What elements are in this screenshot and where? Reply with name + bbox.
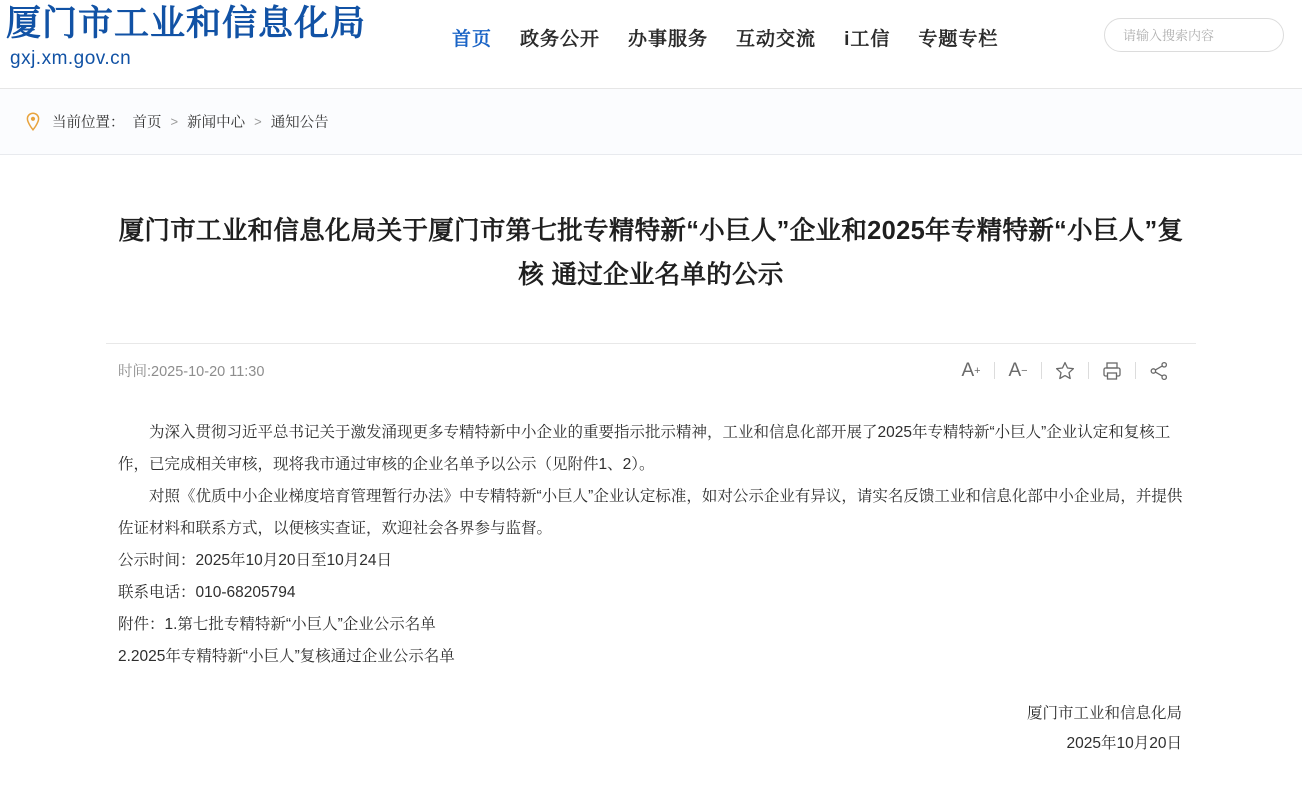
article-paragraph: 对照《优质中小企业梯度培育管理暂行办法》中专精特新“小巨人”企业认定标准，如对公示企业有异议，请实名反馈工业和信息化部中小企业局，并提供佐证材料和联系方式，以便核实查证，欢迎社会各界参与监督。 xyxy=(118,488,1183,537)
nav-item-government-affairs[interactable]: 政务公开 xyxy=(520,29,601,50)
article-line-attachment-1: 附件：1.第七批专精特新“小巨人”企业公示名单 xyxy=(118,616,436,633)
breadcrumb-separator: > xyxy=(254,114,262,129)
breadcrumb-item-news-center[interactable]: 新闻中心 xyxy=(187,115,246,131)
search-box[interactable] xyxy=(1104,18,1284,52)
print-icon[interactable] xyxy=(1089,360,1135,382)
article-body xyxy=(106,417,1196,673)
site-logo-title: 厦门市工业和信息化局 xyxy=(6,3,367,44)
article-paragraph: 为深入贯彻习近平总书记关于激发涌现更多专精特新中小企业的重要指示批示精神，工业和信息化部开展了2025年专精特新“小巨人”企业认定和复核工作，已完成相关审核，现将我市通过审核的企业名单予以公示（见附件1、2）。 xyxy=(118,424,1171,473)
article-line-publish-period: 公示时间：2025年10月20日至10月24日 xyxy=(118,552,392,569)
font-decrease-button[interactable]: A − xyxy=(1008,359,1028,381)
favorite-star-icon[interactable] xyxy=(1042,360,1088,382)
nav-item-igongxin[interactable]: i工信 xyxy=(844,29,891,50)
nav-item-special-column[interactable]: 专题专栏 xyxy=(918,29,999,50)
article-signature xyxy=(106,699,1196,759)
article xyxy=(106,155,1196,759)
article-line-attachment-2: 2.2025年专精特新“小巨人”复核通过企业公示名单 xyxy=(118,648,455,665)
breadcrumb-label: 当前位置： xyxy=(52,115,125,131)
site-logo[interactable] xyxy=(0,0,452,70)
publish-time: 时间:2025-10-20 11:30 xyxy=(118,364,265,380)
article-line-contact-phone: 联系电话：010-68205794 xyxy=(118,584,296,601)
signature-organization: 厦门市工业和信息化局 xyxy=(1026,705,1182,722)
signature-date: 2025年10月20日 xyxy=(1066,735,1182,752)
share-icon[interactable] xyxy=(1136,360,1182,382)
article-meta-row xyxy=(106,343,1196,397)
breadcrumb xyxy=(0,89,1302,155)
breadcrumb-separator: > xyxy=(170,114,179,129)
article-tools xyxy=(948,360,1182,382)
location-pin-icon xyxy=(24,112,42,132)
search-input[interactable] xyxy=(1121,27,1301,44)
site-logo-domain: gxj.xm.gov.cn xyxy=(10,48,132,69)
nav-item-interaction[interactable]: 互动交流 xyxy=(736,29,817,50)
nav-item-home[interactable]: 首页 xyxy=(452,29,493,50)
font-increase-button[interactable]: A + xyxy=(961,359,981,381)
nav-item-services[interactable]: 办事服务 xyxy=(628,29,709,50)
page-title: 厦门市工业和信息化局关于厦门市第七批专精特新“小巨人”企业和2025年专精特新“小巨人”复核 通过企业名单的公示 xyxy=(118,217,1184,289)
site-header xyxy=(0,0,1302,89)
breadcrumb-item-notices[interactable]: 通知公告 xyxy=(270,115,329,131)
breadcrumb-item-home[interactable]: 首页 xyxy=(132,115,162,131)
